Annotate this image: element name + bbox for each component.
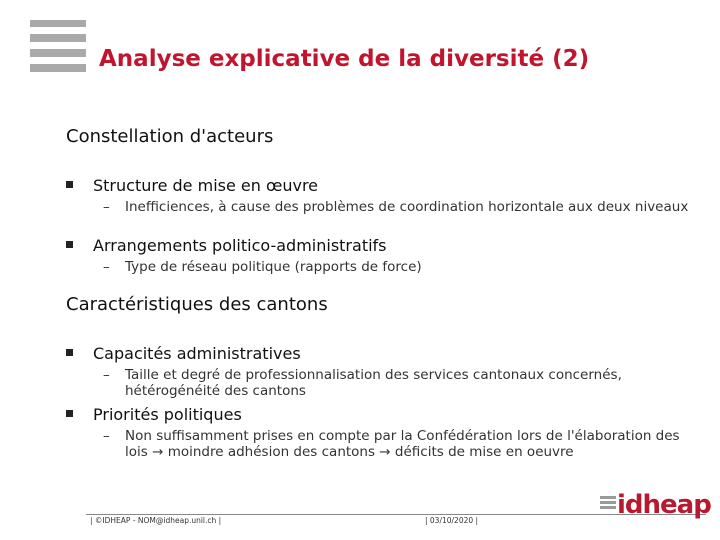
brand-name: idheap — [617, 490, 711, 520]
bullet-label: Capacités administratives — [93, 344, 301, 363]
bullet-political-arrangements — [66, 236, 387, 255]
bullet-square-icon — [66, 410, 73, 417]
logo-stripes-icon — [600, 496, 616, 511]
bullet-administrative-capacities — [66, 344, 301, 363]
footer-contact: | ©IDHEAP - NOM@idheap.unil.ch | — [90, 516, 222, 525]
sub-item: – Taille et degré de professionnalisation des services cantonaux concernés, hétérogénéité des cantons — [103, 367, 622, 399]
slide-title: Analyse explicative de la diversité (2) — [99, 46, 590, 72]
bullet-label: Priorités politiques — [93, 405, 242, 424]
bullet-political-priorities — [66, 405, 242, 424]
bullet-implementation-structure — [66, 176, 318, 195]
bullet-square-icon — [66, 181, 73, 188]
bullet-label: Structure de mise en œuvre — [93, 176, 319, 195]
section-heading-actors: Constellation d'acteurs — [66, 126, 274, 147]
sub-item: – Inefficiences, à cause des problèmes de coordination horizontale aux deux niveaux — [103, 199, 689, 215]
bullet-square-icon — [66, 349, 73, 356]
footer-date: | 03/10/2020 | — [425, 516, 479, 525]
sub-item: – Non suffisamment prises en compte par la Confédération lors de l'élaboration des lois → moindre adhésion des cantons → déficits de mise en oeuvre — [103, 428, 680, 460]
sub-item: – Type de réseau politique (rapports de force) — [103, 259, 422, 275]
bullet-label: Arrangements politico-administratifs — [93, 236, 387, 255]
idheap-logo — [600, 490, 711, 520]
logo-bars — [30, 20, 86, 79]
section-heading-cantons: Caractéristiques des cantons — [66, 294, 328, 315]
bullet-square-icon — [66, 241, 73, 248]
